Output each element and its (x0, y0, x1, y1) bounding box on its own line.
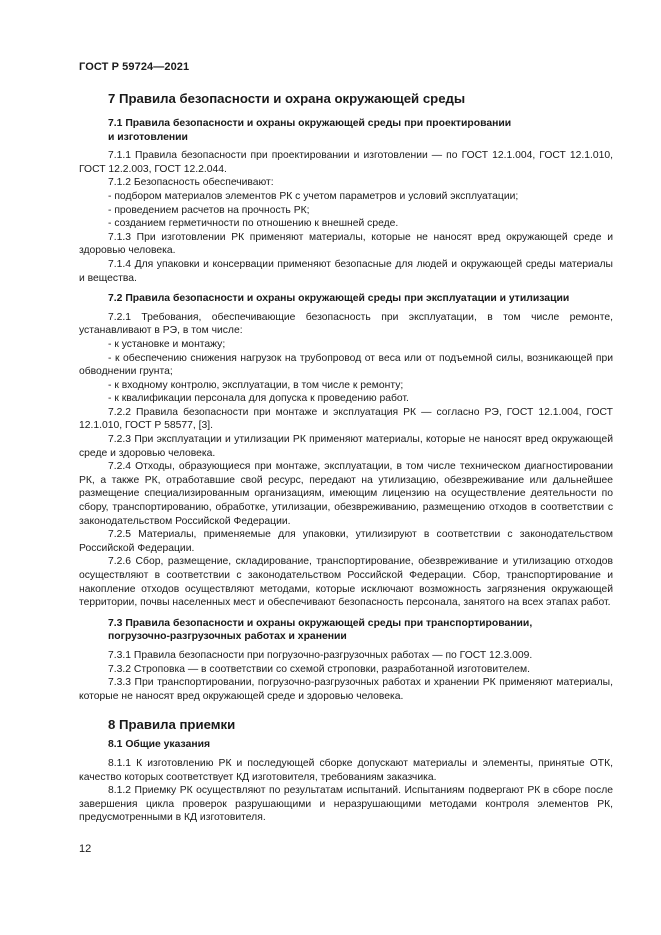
chapter-8-title: 8 Правила приемки (108, 717, 236, 733)
paragraph-8-1-1: 8.1.1 К изготовлению РК и последующей сборке допускают материалы и элементы, принятые ОТК, качество которых соответствует КД изготовителя, требованиям заказчика. (79, 757, 613, 783)
paragraph-7-2-1: 7.2.1 Требования, обеспечивающие безопасность при эксплуатации, в том числе ремонте, устанавливают в РЭ, в том числе: (79, 311, 613, 337)
paragraph-7-1-2: 7.1.2 Безопасность обеспечивают: (108, 177, 274, 189)
paragraph-7-2-4: 7.2.4 Отходы, образующиеся при монтаже, эксплуатации, в том числе техническом диагностировании РК, а также РК, отработавшие свой ресурс, передают на утилизацию, обезвреживание или дальнейшее размещение специализированным организациям, имеющим лицензию на осуществление деятельности по сбору, транспортированию, обработке, утилизации, обезвреживанию, размещению отходов в соответствии с законодательством Российской Федерации. (79, 461, 613, 527)
section-7-2-title: 7.2 Правила безопасности и охраны окружающей среды при эксплуатации и утилизации (108, 293, 570, 305)
paragraph-7-3-1: 7.3.1 Правила безопасности при погрузочно-разгрузочных работах — по ГОСТ 12.3.009. (108, 649, 533, 661)
document-code-header: ГОСТ Р 59724—2021 (79, 61, 190, 73)
paragraph-7-1-1: 7.1.1 Правила безопасности при проектировании и изготовлении — по ГОСТ 12.1.004, ГОСТ 12.1.010, ГОСТ 12.2.003, ГОСТ 12.2.044. (79, 150, 613, 175)
list-item-7-1-2-c: - созданием герметичности по отношению к внешней среде. (108, 218, 399, 230)
page-content (79, 90, 613, 825)
chapter-7-title: 7 Правила безопасности и охрана окружающей среды (108, 91, 466, 106)
paragraph-7-2-2: 7.2.2 Правила безопасности при монтаже и эксплуатация РК — согласно РЭ, ГОСТ 12.1.004, ГОСТ 12.1.010, ГОСТ Р 58577, [3]. (79, 406, 613, 432)
list-item-7-1-2-a: - подбором материалов элементов РК с учетом параметров и условий эксплуатации; (108, 190, 519, 202)
page-number: 12 (79, 843, 92, 855)
list-item-7-2-1-b: - к обеспечению снижения нагрузок на трубопровод от веса или от подъемной силы, возникающей при обводнении грунта; (79, 352, 613, 378)
paragraph-7-3-2: 7.3.2 Строповка — в соответствии со схемой строповки, разработанной изготовителем. (108, 663, 531, 675)
section-7-3-title-line1: 7.3 Правила безопасности и охраны окружающей среды при транспортировании, (108, 617, 533, 629)
paragraph-7-2-5: 7.2.5 Материалы, применяемые для упаковки, утилизируют в соответствии с законодательством Российской Федерации. (79, 529, 613, 554)
section-7-1-title-line1: 7.1 Правила безопасности и охраны окружающей среды при проектировании (108, 118, 512, 129)
list-item-7-2-1-d: - к квалификации персонала для допуска к проведению работ. (108, 393, 409, 405)
section-7-3-title-line2: погрузочно-разгрузочных работах и хранении (108, 631, 347, 643)
paragraph-7-2-3: 7.2.3 При эксплуатации и утилизации РК применяют материалы, которые не наносят вред окружающей среде и здоровью человека. (79, 434, 613, 459)
paragraph-7-1-3: 7.1.3 При изготовлении РК применяют материалы, которые не наносят вред окружающей среде и здоровью человека. (79, 231, 613, 257)
paragraph-8-1-2: 8.1.2 Приемку РК осуществляют по результатам испытаний. Испытаниям подвергают РК в сборе после завершения цикла проверок разрушающими и неразрушающими методами контроля элементов РК, предусмотренными в КД изготовителя. (79, 785, 613, 824)
section-8-1-title: 8.1 Общие указания (108, 739, 211, 751)
paragraph-7-1-4: 7.1.4 Для упаковки и консервации применяют безопасные для людей и окружающей среды материалы и вещества. (79, 258, 613, 284)
list-item-7-1-2-b: - проведением расчетов на прочность РК; (108, 204, 310, 216)
list-item-7-2-1-c: - к входному контролю, эксплуатации, в том числе к ремонту; (108, 379, 404, 391)
list-item-7-2-1-a: - к установке и монтажу; (108, 338, 226, 350)
paragraph-7-2-6: 7.2.6 Сбор, размещение, складирование, транспортирование, обезвреживание и утилизацию отходов осуществляют в соответствии с законодательством Российской Федерации. Сбор, транспортирование и накопление отходов осуществляют методами, которые исключают возможность загрязнения окружающей территории, почвы населенных мест и обеспечивают безопасность персонала, занятого на всех этапах работ. (79, 556, 613, 609)
paragraph-7-3-3: 7.3.3 При транспортировании, погрузочно-разгрузочных работах и хранении РК применяют материалы, которые не наносят вред окружающей среде и здоровью человека. (79, 677, 613, 702)
section-7-1-title-line2: и изготовлении (108, 131, 188, 143)
